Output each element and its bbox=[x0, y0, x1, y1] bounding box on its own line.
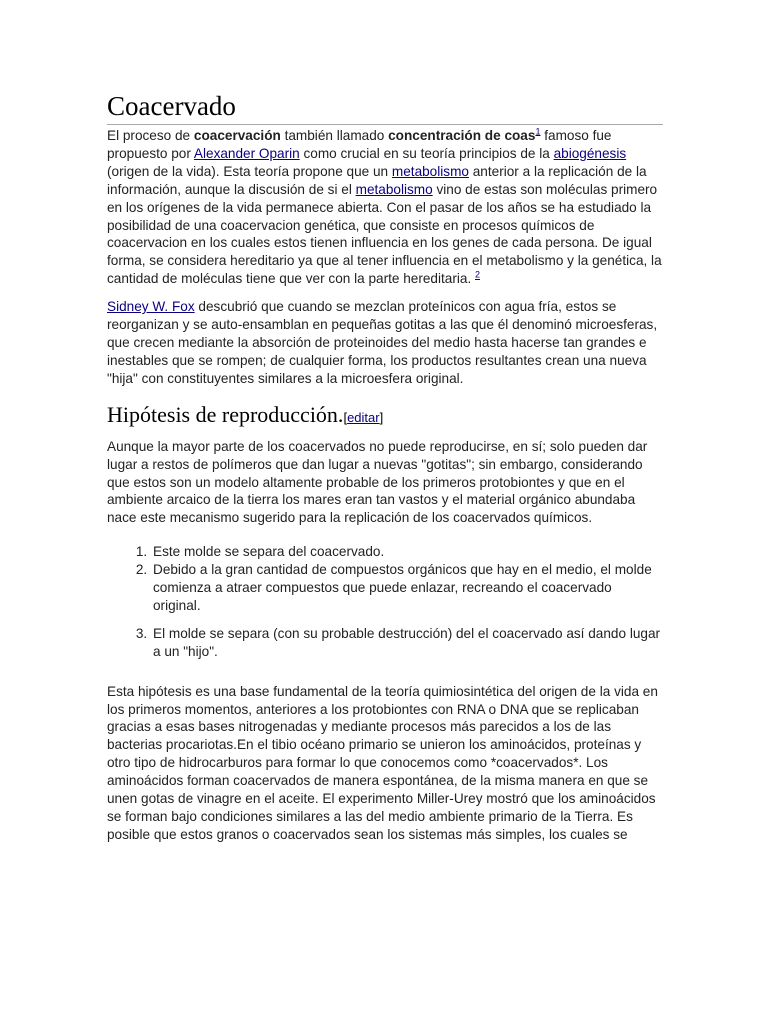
link-abiogenesis[interactable]: abiogénesis bbox=[553, 145, 627, 161]
term-coacervacion: coacervación bbox=[193, 128, 281, 143]
intro-paragraph bbox=[107, 127, 663, 288]
fox-paragraph bbox=[107, 298, 663, 388]
intro-text: El proceso de bbox=[107, 128, 194, 143]
article-content bbox=[107, 90, 663, 854]
edit-bracket-open: [ bbox=[343, 409, 348, 425]
list-item: 2. Debido a la gran cantidad de compuestos orgánicos que hay en el medio, el molde comienza a atraer compuestos que puede enlazar, recreando el coacervado original. bbox=[151, 561, 663, 615]
section-heading bbox=[107, 401, 663, 432]
section-paragraph-2: Esta hipótesis es una base fundamental de la teoría quimiosintética del origen de la vida en los primeros momentos, anteriores a los protobiontes con RNA o DNA que se replicaban gracias a esas bases nitrogenadas y mediante procesos más parecidos a los de las bacterias procariotas.En el tibio océano primario se unieron los aminoácidos, proteínas y otro tipo de hidrocarburos para formar lo que conocemos como *coacervados*. Los aminoácidos forman coacervados de manera espontánea, de la misma manera en que se unen gotas de vinagre en el aceite. El experimento Miller-Urey mostró que los aminoácidos se forman bajo condiciones similares a las del medio ambiente primario de la Tierra. Es posible que estos granos o coacervados sean los sistemas más simples, los cuales se bbox=[107, 683, 658, 842]
intro-text: (origen de la vida). Esta teoría propone que un bbox=[107, 163, 392, 179]
list-item: 3. El molde se separa (con su probable destrucción) del el coacervado así dando lugar a un "hijo". bbox=[151, 625, 663, 661]
page-title: Coacervado bbox=[107, 90, 663, 125]
steps-list bbox=[107, 543, 663, 660]
intro-text: anterior a la replicación de la información, aunque la discusión de si el bbox=[107, 163, 647, 197]
intro-text: también llamado bbox=[280, 128, 389, 143]
edit-section bbox=[343, 410, 383, 425]
edit-bracket-close: ] bbox=[379, 409, 384, 425]
intro-text: famoso fue propuesto por bbox=[107, 128, 612, 161]
section-paragraph-1: Aunque la mayor parte de los coacervados no puede reproducirse, en sí; solo pueden dar lugar a restos de polímeros que dan lugar a nuevas "gotitas"; sin embargo, considerando que estos son un modelo altamente probable de los primeros protobiontes y que en el ambiente arcaico de la tierra los mares eran tan vastos y el material orgánico abundaba nace este mecanismo sugerido para la replicación de los coacervados químicos. bbox=[107, 438, 648, 526]
link-metabolismo-2[interactable]: metabolismo bbox=[355, 181, 433, 197]
intro-text: vino de estas son moléculas primero en los orígenes de la vida permanece abierta. Con el pasar de los años se ha estudiado la posibilidad de una coacervacion genética, que consiste en procesos químicos de coacervacion en los cuales estos tienen influencia en los genes de cada persona. De igual forma, se considera hereditario ya que al tener influencia en el metabolismo y la genética, la cantidad de moléculas tiene que ver con la parte hereditaria. bbox=[107, 181, 662, 287]
edit-link[interactable]: editar bbox=[347, 409, 380, 425]
list-item: 1. Este molde se separa del coacervado. bbox=[151, 543, 663, 561]
term-concentracion: concentración de coas bbox=[388, 128, 536, 143]
reference-link-2[interactable]: 2 bbox=[475, 269, 481, 280]
intro-text: como crucial en su teoría principios de la bbox=[299, 145, 554, 161]
reference-link-1[interactable]: 1 bbox=[535, 126, 541, 137]
fox-text: descubrió que cuando se mezclan proteínicos con agua fría, estos se reorganizan y se auto-ensamblan en pequeñas gotitas a las que él denominó microesferas, que crecen mediante la absorción de proteinoides del medio hasta hacerse tan grandes e inestables que se rompen; de cualquier forma, los productos resultantes crean una nueva "hija" con constituyentes similares a la microesfera original. bbox=[107, 299, 658, 386]
section-heading-text: Hipótesis de reproducción. bbox=[107, 401, 344, 427]
link-metabolismo[interactable]: metabolismo bbox=[391, 163, 469, 179]
link-alexander-oparin[interactable]: Alexander Oparin bbox=[193, 145, 300, 161]
link-sidney-fox[interactable]: Sidney W. Fox bbox=[107, 299, 195, 315]
